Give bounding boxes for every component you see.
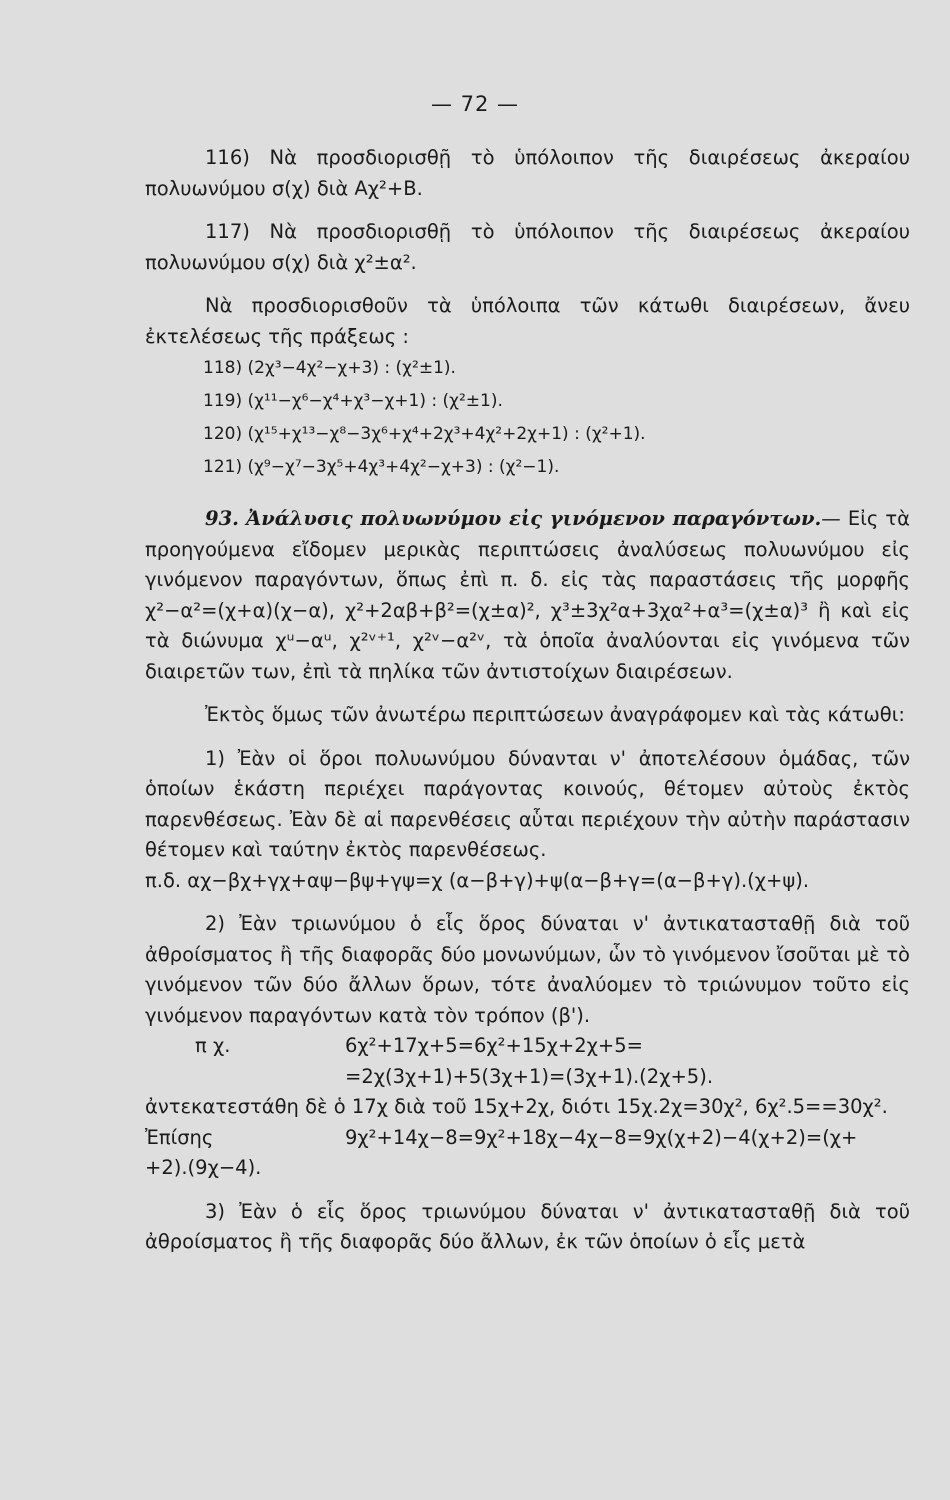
case-2-example-label: π χ. [195, 1034, 231, 1057]
exercise-120: 120) (χ¹⁵+χ¹³−χ⁸−3χ⁶+χ⁴+2χ³+4χ²+2χ+1) : (χ²+1). [203, 424, 646, 444]
case-2-note: ἀντεκατεστάθη δὲ ὁ 17χ διὰ τοῦ 15χ+2χ, διότι 15χ.2χ=30χ², 6χ².5==30χ². [145, 1095, 888, 1118]
section-text: — Εἰς τὰ προηγούμενα εἴδομεν μερικὰς περιπτώσεις ἀναλύσεως πολυωνύμου εἰς γινόμενον παραγόντων, ὅπως ἐπὶ π. δ. εἰς τὰς παραστάσεις τῆς μορφῆς χ²−α²=(χ+α)(χ−α), χ²+2αβ+β²=(χ±α)², χ³±3χ²α+3χα²+α³=(χ±α)³ ἢ καὶ εἰς τὰ διώνυμα χᵘ−αᵘ, χ²ᵛ⁺¹, χ²ᵛ−α²ᵛ, τὰ ὁποῖα ἀναλύονται εἰς γινόμενα τῶν διαιρετῶν των, ἐπὶ τὰ πηλίκα τῶν ἀντιστοίχων διαιρέσεων. [145, 507, 911, 683]
exercise-118: 118) (2χ³−4χ²−χ+3) : (χ²±1). [203, 358, 456, 378]
section-number: 93. [205, 507, 239, 530]
page-text [145, 143, 910, 1258]
case-1-example: π.δ. αχ−βχ+γχ+αψ−βψ+γψ=χ (α−β+γ)+ψ(α−β+γ=(α−β+γ).(χ+ψ). [145, 868, 810, 892]
case-2-also-label: Ἐπίσης [145, 1125, 214, 1149]
exercise-119: 119) (χ¹¹−χ⁶−χ⁴+χ³−χ+1) : (χ²±1). [203, 391, 503, 411]
page-number: — 72 — [430, 92, 520, 116]
exercise-121: 121) (χ⁹−χ⁷−3χ⁵+4χ³+4χ²−χ+3) : (χ²−1). [203, 457, 560, 477]
case-1-text: 1) Ἐὰν οἱ ὅροι πολυωνύμου δύνανται ν' ἀποτελέσουν ὁμάδας, τῶν ὁποίων ἑκάστη περιέχει παράγοντας κοινούς, θέτομεν αὐτοὺς ἐκτὸς παρενθέσεως. Ἐὰν δὲ αἱ παρενθέσεις αὗται περιέχουν τὴν αὐτὴν παράστασιν θέτομεν καὶ ταύτην ἐκτὸς παρενθέσεως. [145, 746, 910, 861]
divisions-intro: Νὰ προσδιορισθοῦν τὰ ὑπόλοιπα τῶν κάτωθι διαιρέσεων, ἄνευ ἐκτελέσεως τῆς πράξεως : [145, 294, 910, 348]
case-3-text: 3) Ἐὰν ὁ εἷς ὅρος τριωνύμου δύναται ν' ἀντικατασταθῇ διὰ τοῦ ἀθροίσματος ἢ τῆς διαφορᾶς δύο ἄλλων, ἐκ τῶν ὁποίων ὁ εἷς μετὰ [145, 1199, 910, 1253]
section-93 [145, 504, 910, 687]
exercise-117: 117) Νὰ προσδιορισθῇ τὸ ὑπόλοιπον τῆς διαιρέσεως ἀκεραίου πολυωνύμου σ(χ) διὰ χ²±α². [145, 220, 910, 274]
case-2-example-line-2: =2χ(3χ+1)+5(3χ+1)=(3χ+1).(2χ+5). [345, 1064, 714, 1088]
exercise-116: 116) Νὰ προσδιορισθῇ τὸ ὑπόλοιπον τῆς διαιρέσεως ἀκεραίου πολυωνύμου σ(χ) διὰ Αχ²+Β. [145, 146, 910, 200]
case-2-also-body: 9χ²+14χ−8=9χ²+18χ−4χ−8=9χ(χ+2)−4(χ+2)=(χ+ [345, 1125, 858, 1149]
cases-intro: Ἐκτὸς ὅμως τῶν ἀνωτέρω περιπτώσεων ἀναγράφομεν καὶ τὰς κάτωθι: [205, 703, 905, 726]
case-2-also-row [145, 1123, 910, 1154]
case-2-text: 2) Ἐὰν τριωνύμου ὁ εἷς ὅρος δύναται ν' ἀντικατασταθῇ διὰ τοῦ ἀθροίσματος ἢ τῆς διαφορᾶς δύο μονωνύμων, ὧν τὸ γινόμενον ἴσοῦται μὲ τὸ γινόμενον τῶν δύο ἄλλων ὅρων, τότε ἀναλύομεν τὸ τριώνυμον τοῦτο εἰς γινόμενον παραγόντων κατὰ τὸν τρόπον (β'). [145, 912, 910, 1027]
case-2-example-row [145, 1031, 910, 1062]
case-2-example-line-1: 6χ²+17χ+5=6χ²+15χ+2χ+5= [345, 1034, 643, 1057]
case-2-also-cont: +2).(9χ−4). [145, 1156, 262, 1179]
section-title: Ἀνάλυσις πολυωνύμου εἰς γινόμενον παραγόντων. [246, 507, 822, 530]
